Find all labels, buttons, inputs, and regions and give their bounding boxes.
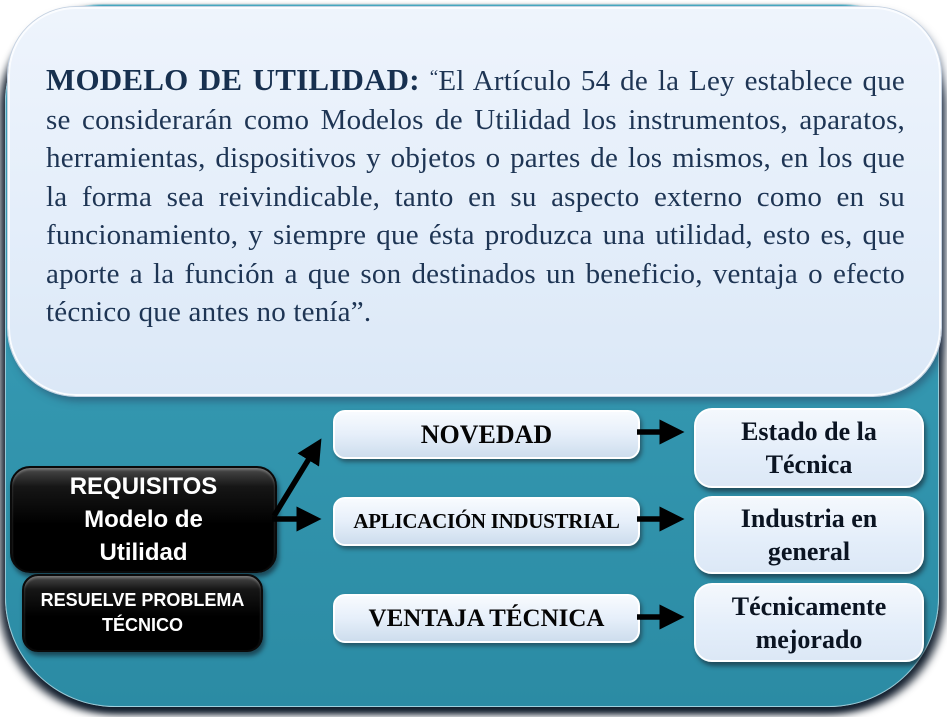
requirement-label: NOVEDAD	[420, 419, 553, 449]
opening-quote: “	[429, 67, 439, 88]
target-box-tecnicamente-mejorado	[694, 583, 924, 662]
resuelve-line-2: TÉCNICO	[102, 615, 183, 635]
requisitos-line-3: Utilidad	[99, 539, 188, 566]
definition-box	[8, 7, 941, 396]
definition-text	[46, 59, 905, 332]
requirement-label: VENTAJA TÉCNICA	[368, 604, 605, 632]
requirement-box-novedad	[333, 410, 640, 459]
requisitos-line-2: Modelo de	[84, 506, 203, 533]
definition-body: El Artículo 54 de la Ley establece que se considerarán como Modelos de Utilidad los instrumentos, aparatos, herramientas, dispositivos y objetos o partes de los mismos, en los que la forma sea reivindicable, tanto en su aspecto externo como en su funcionamiento, y siempre que ésta produzca una utilidad, esto es, que aporte a la función a que son destinados un beneficio, ventaja o efecto técnico que antes no tenía”.	[46, 65, 905, 328]
requisitos-line-1: REQUISITOS	[69, 473, 218, 500]
target-label: Técnicamente mejorado	[731, 591, 887, 654]
target-label: Industria en general	[740, 504, 878, 566]
requirement-box-ventaja-tecnica	[333, 594, 640, 643]
target-box-industria-en-general	[694, 496, 924, 574]
resuelve-line-1: RESUELVE PROBLEMA	[40, 590, 245, 610]
definition-title: MODELO DE UTILIDAD:	[46, 62, 420, 97]
target-label: Estado de la Técnica	[741, 417, 877, 479]
requirement-box-aplicacion-industrial	[333, 497, 640, 546]
requirement-label: APLICACIÓN INDUSTRIAL	[353, 509, 620, 533]
resuelve-problema-box	[22, 574, 263, 652]
target-box-estado-de-la-tecnica	[694, 408, 924, 488]
requisitos-box	[10, 466, 277, 573]
